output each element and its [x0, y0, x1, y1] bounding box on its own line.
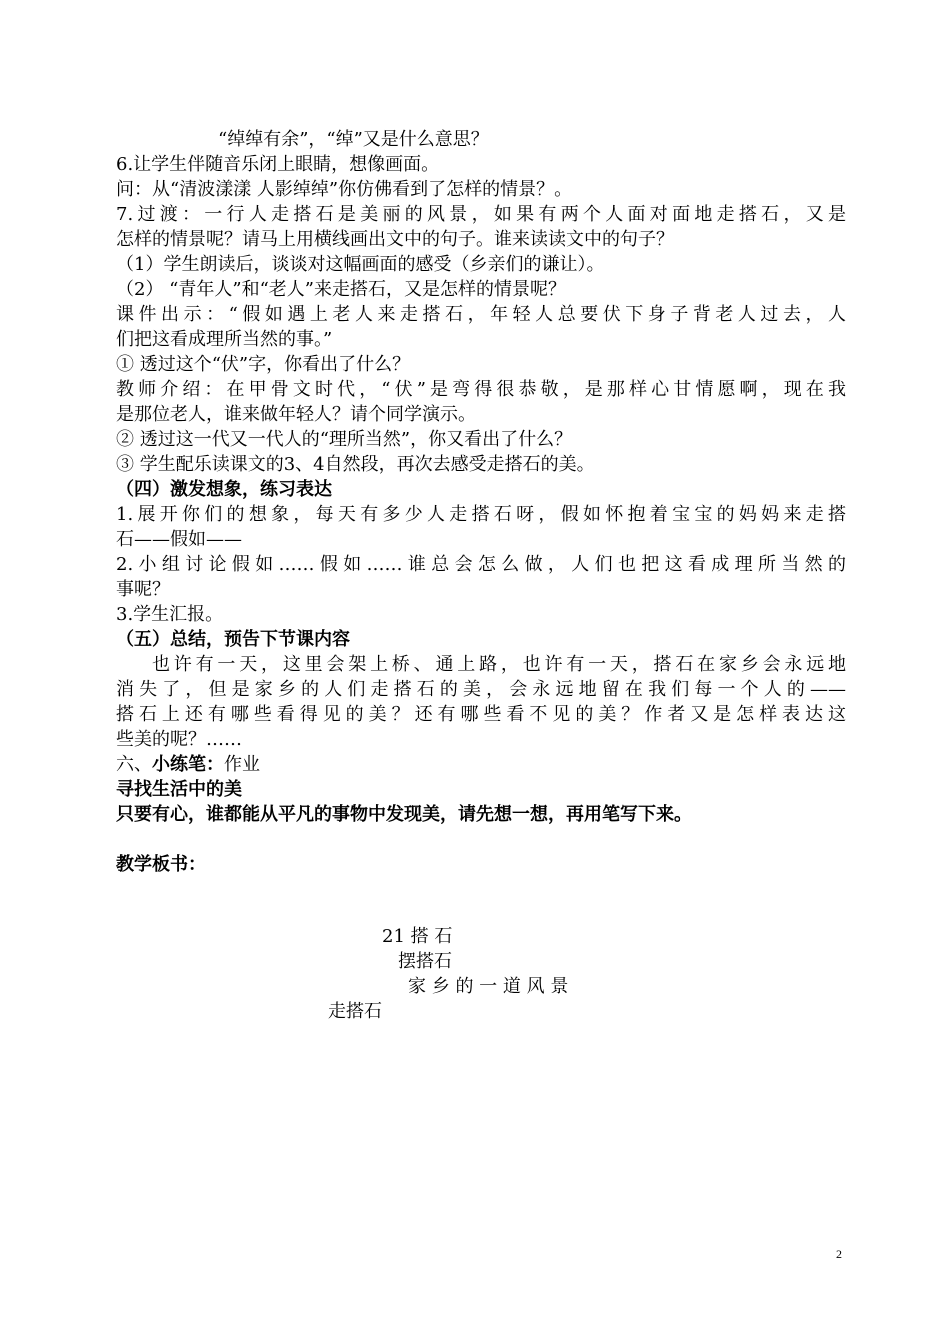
text-line: 2.小组讨论假如……假如……谁总会怎么做，人们也把这看成理所当然的	[116, 554, 846, 575]
text-line: 些美的呢？……	[116, 729, 242, 750]
practice-homework: 作业	[224, 754, 260, 775]
text-line: （1）学生朗读后，谈谈对这幅画面的感受（乡亲们的谦让）。	[116, 254, 605, 275]
text-line: ③ 学生配乐读课文的3、4自然段，再次去感受走搭石的美。	[116, 454, 595, 475]
board-heading: 教学板书：	[116, 854, 206, 875]
text-line: “绰绰有余”，“绰”又是什么意思？	[218, 129, 489, 150]
practice-number: 六、	[116, 754, 152, 775]
board-line: 走搭石	[328, 1001, 382, 1022]
text-line: 是那位老人，谁来做年轻人？请个同学演示。	[116, 404, 476, 425]
text-line: 石——假如——	[116, 529, 242, 550]
text-line: ① 透过这个“伏”字，你看出了什么？	[116, 354, 411, 375]
page-number: 2	[836, 1247, 842, 1261]
board-title: 21 搭 石	[382, 926, 453, 947]
text-line: 课件出示：“假如遇上老人来走搭石，年轻人总要伏下身子背老人过去，人	[116, 304, 846, 325]
section-heading: （五）总结，预告下节课内容	[116, 629, 350, 650]
text-line: ② 透过这一代又一代人的“理所当然”，你又看出了什么？	[116, 429, 573, 450]
text-line: 教师介绍：在甲骨文时代，“伏”是弯得很恭敬，是那样心甘情愿啊，现在我	[116, 379, 846, 400]
text-line: 也许有一天，这里会架上桥、通上路，也许有一天，搭石在家乡会永远地	[152, 654, 846, 675]
practice-line	[116, 753, 846, 777]
text-line: 1.展开你们的想象，每天有多少人走搭石呀，假如怀抱着宝宝的妈妈来走搭	[116, 504, 846, 525]
practice-instruction: 只要有心，谁都能从平凡的事物中发现美，请先想一想，再用笔写下来。	[116, 804, 692, 825]
text-line: 消失了，但是家乡的人们走搭石的美，会永远地留在我们每一个人的——	[116, 679, 846, 700]
practice-label: 小练笔：	[152, 754, 224, 775]
text-line: （2） “青年人”和“老人”来走搭石，又是怎样的情景呢？	[116, 279, 566, 300]
text-line: 们把这看成理所当然的事。”	[116, 329, 333, 350]
text-line: 搭石上还有哪些看得见的美？还有哪些看不见的美？作者又是怎样表达这	[116, 704, 846, 725]
text-line: 怎样的情景呢？请马上用横线画出文中的句子。谁来读读文中的句子？	[116, 229, 674, 250]
text-line: 问：从“清波漾漾 人影绰绰”你仿佛看到了怎样的情景？。	[116, 179, 573, 200]
board-line: 家 乡 的 一 道 风 景	[408, 976, 569, 997]
text-line: 7.过渡：一行人走搭石是美丽的风景，如果有两个人面对面地走搭石，又是	[116, 204, 846, 225]
board-line: 摆搭石	[398, 951, 452, 972]
text-line: 事呢？	[116, 579, 170, 600]
section-heading: （四）激发想象，练习表达	[116, 479, 332, 500]
text-line: 6.让学生伴随音乐闭上眼睛，想像画面。	[116, 154, 440, 175]
practice-title: 寻找生活中的美	[116, 779, 242, 800]
text-line: 3.学生汇报。	[116, 604, 224, 625]
